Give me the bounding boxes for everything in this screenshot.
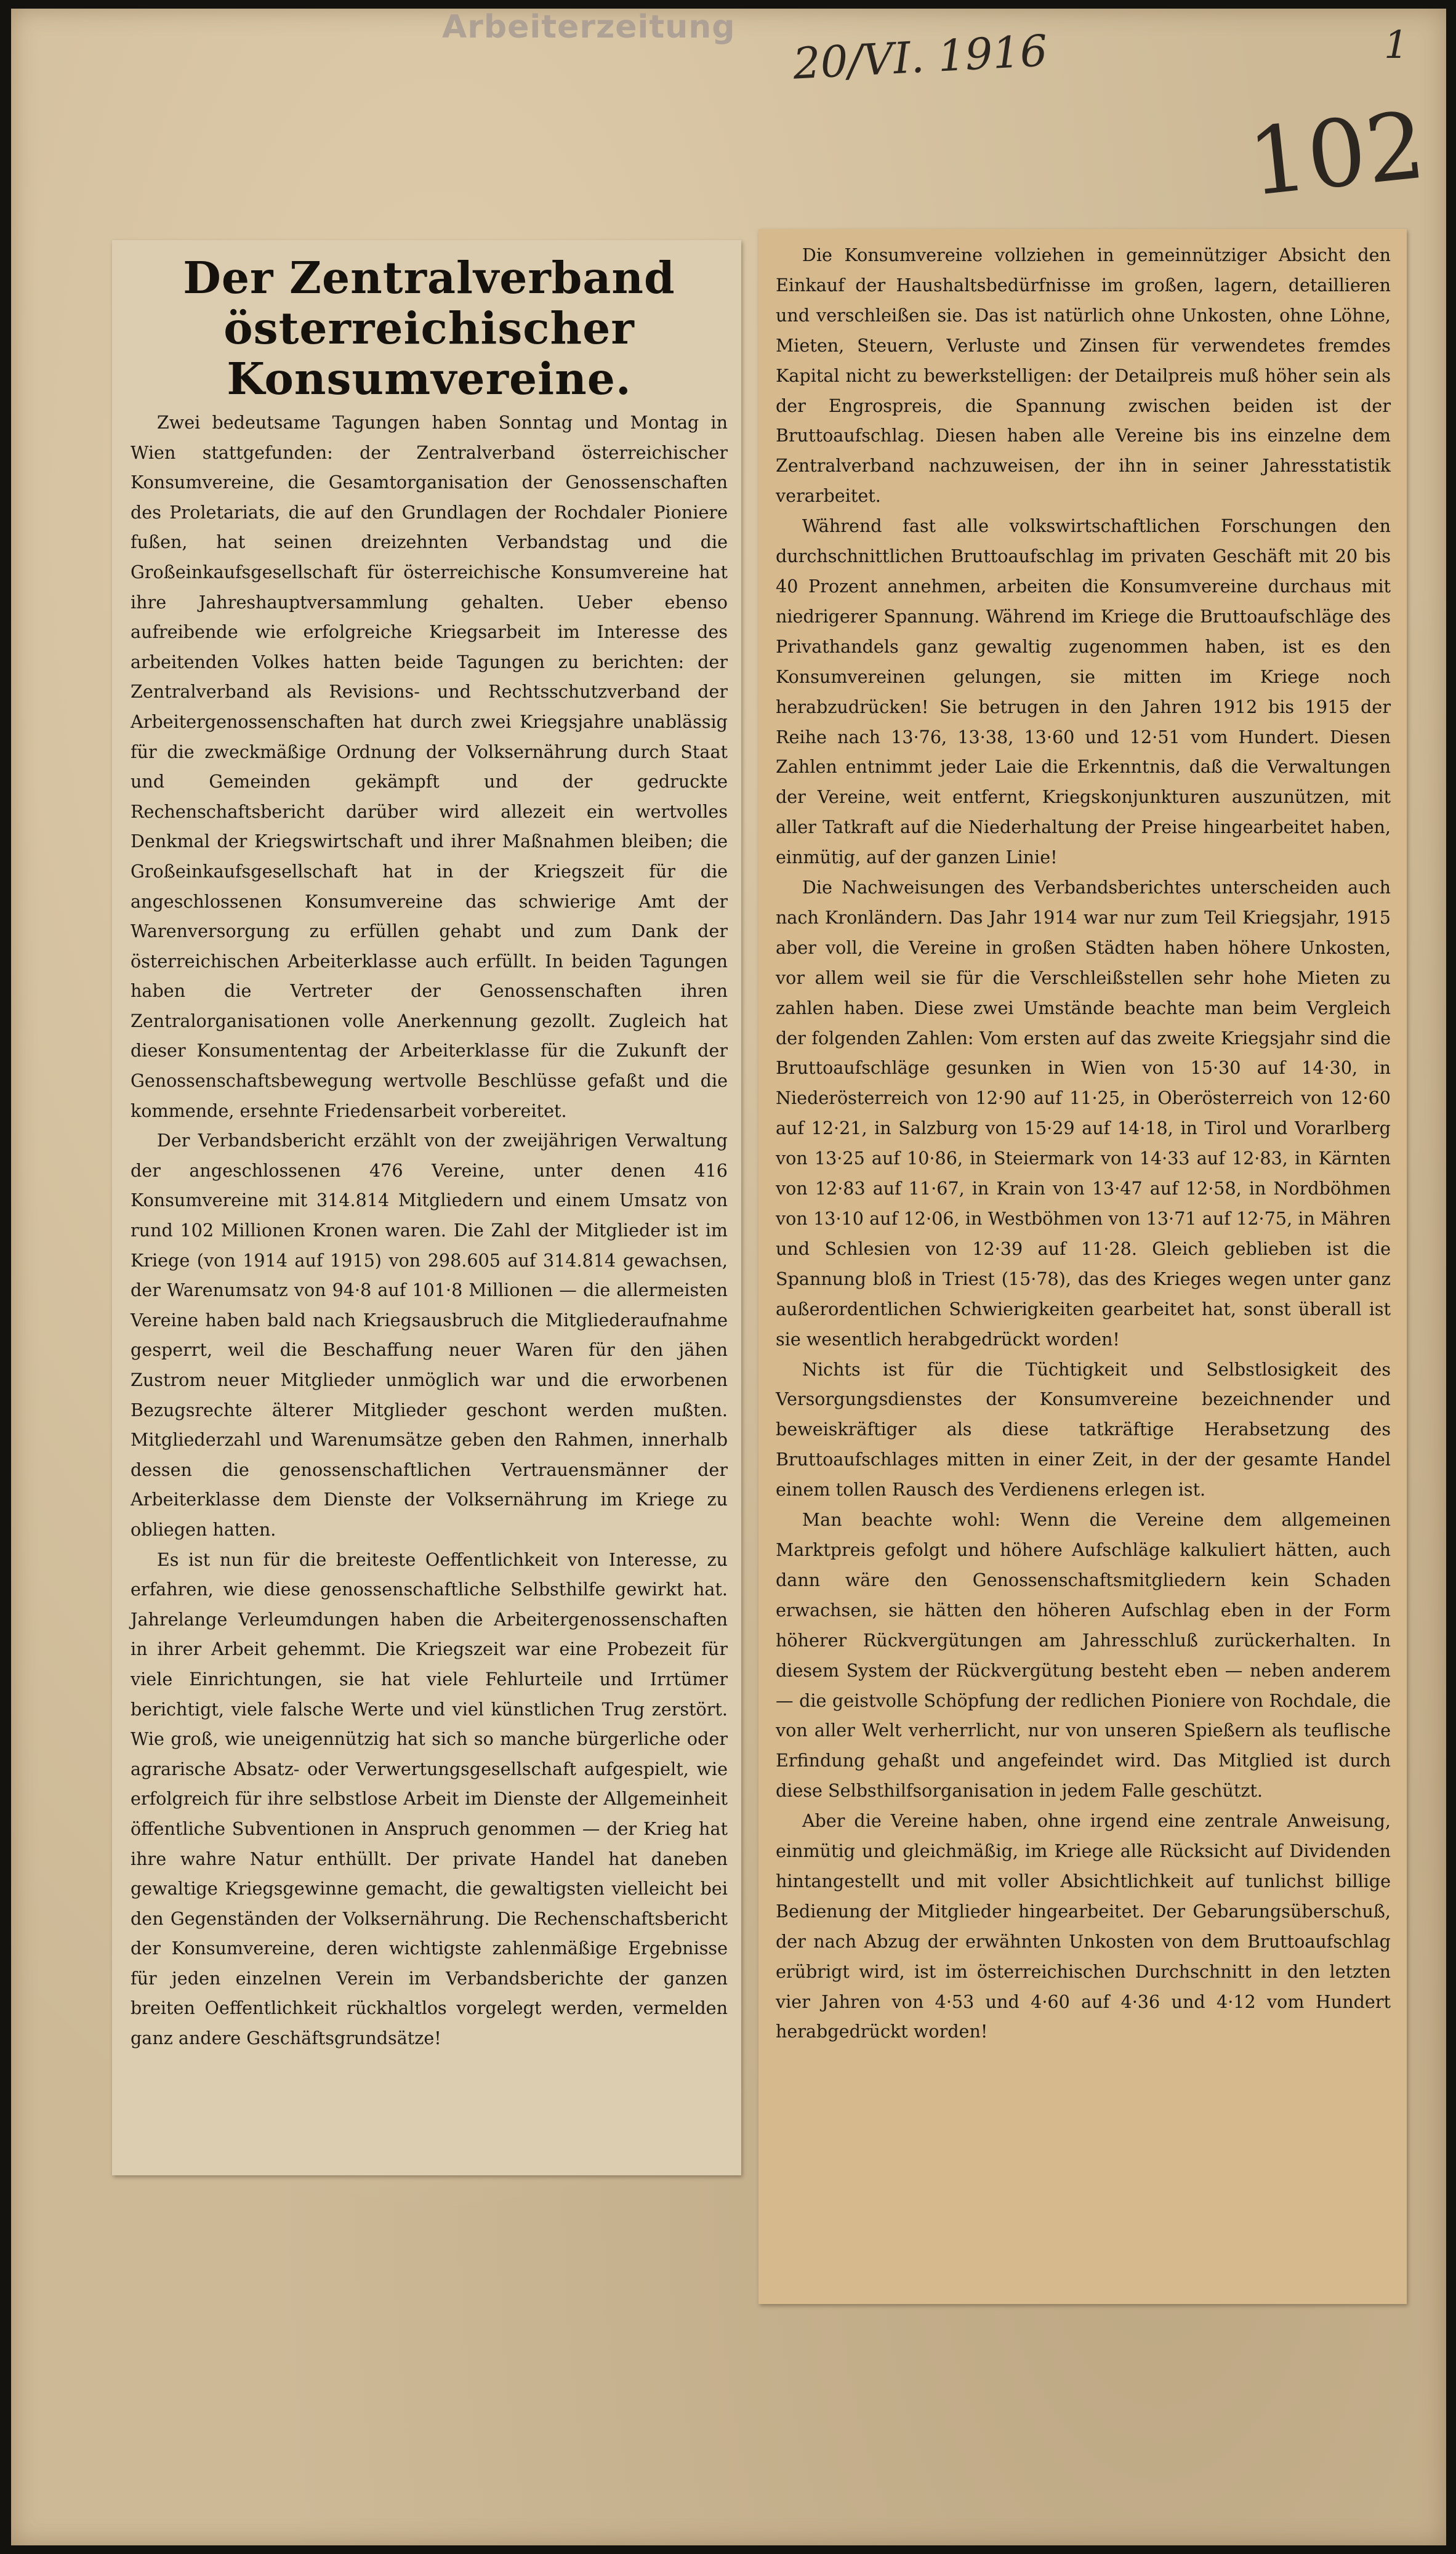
article-paragraph: Es ist nun für die breiteste Oeffentlichkeit von Interesse, zu erfahren, wie diese genossenschaftliche Selbsthilfe gewirkt hat. Jahrelange Verleumdungen haben die Arbeitergenossenschaften in ihrer Arbeit gehemmt. Die Kriegszeit war eine Probezeit für viele Einrichtungen, sie hat viele Fehlurteile und Irrtümer berichtigt, viele falsche Werte und viel künstlichen Trug zerstört. Wie groß, wie uneigennützig hat sich so manche bürgerliche oder agrarische Absatz- oder Verwertungsgesellschaft aufgespielt, wie erfolgreich für ihre selbstlose Arbeit im Dienste der Allgemeinheit öffentliche Subventionen in Anspruch genommen — der Krieg hat ihre wahre Natur enthüllt. Der private Handel hat daneben gewaltige Kriegsgewinne gemacht, die gewaltigsten vielleicht bei den Gegenständen der Volksernährung. Die Rechenschaftsbericht der Konsumvereine, deren wichtigste zahlenmäßige Ergebnisse für jeden einzelnen Verein im Verbandsberichte der ganzen breiten Oeffentlichkeit rückhaltlos vorgelegt werden, vermelden ganz andere Geschäftsgrundsätze! [131,1549,728,2049]
article-paragraph: Aber die Vereine haben, ohne irgend eine zentrale Anweisung, einmütig und gleichmäßig, im Kriege alle Rücksicht auf Dividenden hintangestellt und mit voller Absichtlichkeit auf tunlichst billige Bedienung der Mitglieder hingearbeitet. Der Gebarungsüberschuß, der nach Abzug der erwähnten Unkosten von dem Bruttoaufschlag erübrigt wird, ist im österreichischen Durchschnitt in den letzten vier Jahren von 4·53 und 4·60 auf 4·36 und 4·12 vom Hundert herabgedrückt worden! [776,1810,1391,2042]
archive-stamp: Arbeiterzeitung [442,9,736,46]
newspaper-clipping-left [112,240,741,2175]
article-paragraph: Man beachte wohl: Wenn die Vereine dem allgemeinen Marktpreis gefolgt und höhere Aufschläge kalkuliert hätten, auch dann wäre den Genossenschaftsmitgliedern kein Schaden erwachsen, sie hätten den höheren Aufschlag eben in der Form höherer Rückvergütungen am Jahresschluß zurückerhalten. In diesem System der Rückvergütung besteht eben — neben anderem — die geistvolle Schöpfung der redlichen Pioniere von Rochdale, die von aller Welt verherrlicht, nur von unseren Spießern als teuflische Erfindung gehaßt und angefeindet wird. Das Mitglied ist durch diese Selbsthilfsorganisation in jedem Falle geschützt. [776,1509,1391,1802]
article-paragraph: Der Verbandsbericht erzählt von der zweijährigen Verwaltung der angeschlossenen 476 Vereine, unter denen 416 Konsumvereine mit 314.814 Mitgliedern und einem Umsatz von rund 102 Millionen Kronen waren. Die Zahl der Mitglieder ist im Kriege (von 1914 auf 1915) von 298.605 auf 314.814 gewachsen, der Warenumsatz von 94·8 auf 101·8 Millionen — die allermeisten Vereine haben bald nach Kriegsausbruch die Mitgliederaufnahme gesperrt, weil die Beschaffung neuer Waren für den jähen Zustrom neuer Mitglieder unmöglich war und die erworbenen Bezugsrechte älterer Mitglieder geschont werden mußten. Mitgliederzahl und Warenumsätze geben den Rahmen, innerhalb dessen die genossenschaftlichen Vertrauensmänner der Arbeiterklasse dem Dienste der Volksernährung im Kriege zu obliegen hatten. [131,1130,728,1540]
article-paragraph: Die Nachweisungen des Verbandsberichtes unterscheiden auch nach Kronländern. Das Jahr 1914 war nur zum Teil Kriegsjahr, 1915 aber voll, die Vereine in großen Städten haben höhere Unkosten, vor allem weil sie für die Verschleißstellen sehr hohe Mieten zu zahlen haben. Diese zwei Umstände beachte man beim Vergleich der folgenden Zahlen: Vom ersten auf das zweite Kriegsjahr sind die Bruttoaufschläge gesunken in Wien von 15·30 auf 14·30, in Niederösterreich von 12·90 auf 11·25, in Oberösterreich von 12·60 auf 12·21, in Salzburg von 15·29 auf 14·18, in Tirol und Vorarlberg von 13·25 auf 10·86, in Steiermark von 14·33 auf 12·83, in Kärnten von 12·83 auf 11·67, in Krain von 13·47 auf 12·58, in Nordböhmen von 13·10 auf 12·06, in Westböhmen von 13·71 auf 12·75, in Mähren und Schlesien von 12·39 auf 11·28. Gleich geblieben ist die Spannung bloß in Triest (15·78), das des Krieges wegen unter ganz außerordentlichen Schwierigkeiten gearbeitet hat, sonst überall ist sie wesentlich herabgedrückt worden! [776,877,1391,1350]
handwritten-page-number: 1 [1384,22,1409,67]
article-paragraph: Zwei bedeutsame Tagungen haben Sonntag und Montag in Wien stattgefunden: der Zentralverband österreichischer Konsumvereine, die Gesamtorganisation der Genossenschaften des Proletariats, die auf den Grundlagen der Rochdaler Pioniere fußen, hat seinen dreizehnten Verbandstag und die Großeinkaufsgesellschaft für österreichische Konsumvereine hat ihre Jahreshauptversammlung gehalten. Ueber ebenso aufreibende wie erfolgreiche Kriegsarbeit im Interesse des arbeitenden Volkes hatten beide Tagungen zu berichten: der Zentralverband als Revisions- und Rechtsschutzverband der Arbeitergenossenschaften hat durch zwei Kriegsjahre unablässig für die zweckmäßige Ordnung der Volksernährung durch Staat und Gemeinden gekämpft und der gedruckte Rechenschaftsbericht darüber wird allezeit ein wertvolles Denkmal der Kriegswirtschaft und ihrer Maßnahmen bleiben; die Großeinkaufsgesellschaft hat in der Kriegszeit für die angeschlossenen Konsumvereine das schwierige Amt der Warenversorgung zu erfüllen gehabt und zum Dank der österreichischen Arbeiterklasse auch erfüllt. In beiden Tagungen haben die Vertreter der Genossenschaften ihren Zentralorganisationen volle Anerkennung gezollt. Zugleich hat dieser Konsumententag der Arbeiterklasse für die Zukunft der Genossenschaftsbewegung wertvolle Beschlüsse gefaßt und die kommende, ersehnte Friedensarbeit vorbereitet. [131,412,728,1121]
article-paragraph: Nichts ist für die Tüchtigkeit und Selbstlosigkeit des Versorgungsdienstes der Konsumvereine bezeichnender und beweiskräftiger als diese tatkräftige Herabsetzung des Bruttoaufschlages mitten in einer Zeit, in der der gesamte Handel einem tollen Rausch des Verdienens erlegen ist. [776,1358,1391,1501]
handwritten-folio-number: 102 [1243,92,1430,217]
handwritten-date: 20/VI. 1916 [792,25,1049,89]
article-headline: Der Zentralverband österreichischer Konsumvereine. [183,252,675,405]
article-paragraph: Während fast alle volkswirtschaftlichen Forschungen den durchschnittlichen Bruttoaufschlag im privaten Geschäft mit 20 bis 40 Prozent annehmen, arbeiten die Konsumvereine durchaus mit niedrigerer Spannung. Während im Kriege die Bruttoaufschläge des Privathandels ganz gewaltig zugenommen haben, ist es den Konsumvereinen gelungen, sie mitten im Kriege noch herabzudrücken! Sie betrugen in den Jahren 1912 bis 1915 der Reihe nach 13·76, 13·38, 13·60 und 12·51 vom Hundert. Diesen Zahlen entnimmt jeder Laie die Erkenntnis, daß die Verwaltungen der Vereine, weit entfernt, Kriegskonjunkturen auszunützen, mit aller Tatkraft auf die Niederhaltung der Preise hingearbeitet haben, einmütig, auf der ganzen Linie! [776,515,1391,868]
newspaper-clipping-right [758,229,1407,2304]
article-paragraph: Die Konsumvereine vollziehen in gemeinnütziger Absicht den Einkauf der Haushaltsbedürfnisse im großen, lagern, detaillieren und verschleißen sie. Das ist natürlich ohne Unkosten, ohne Löhne, Mieten, Steuern, Verluste und Zinsen für verwendetes fremdes Kapital nicht zu bewerkstelligen: der Detailpreis muß höher sein als der Engrospreis, die Spannung zwischen beiden ist der Bruttoaufschlag. Diesen haben alle Vereine bis ins einzelne dem Zentralverband nachzuweisen, der ihn in seiner Jahresstatistik verarbeitet. [776,244,1391,507]
